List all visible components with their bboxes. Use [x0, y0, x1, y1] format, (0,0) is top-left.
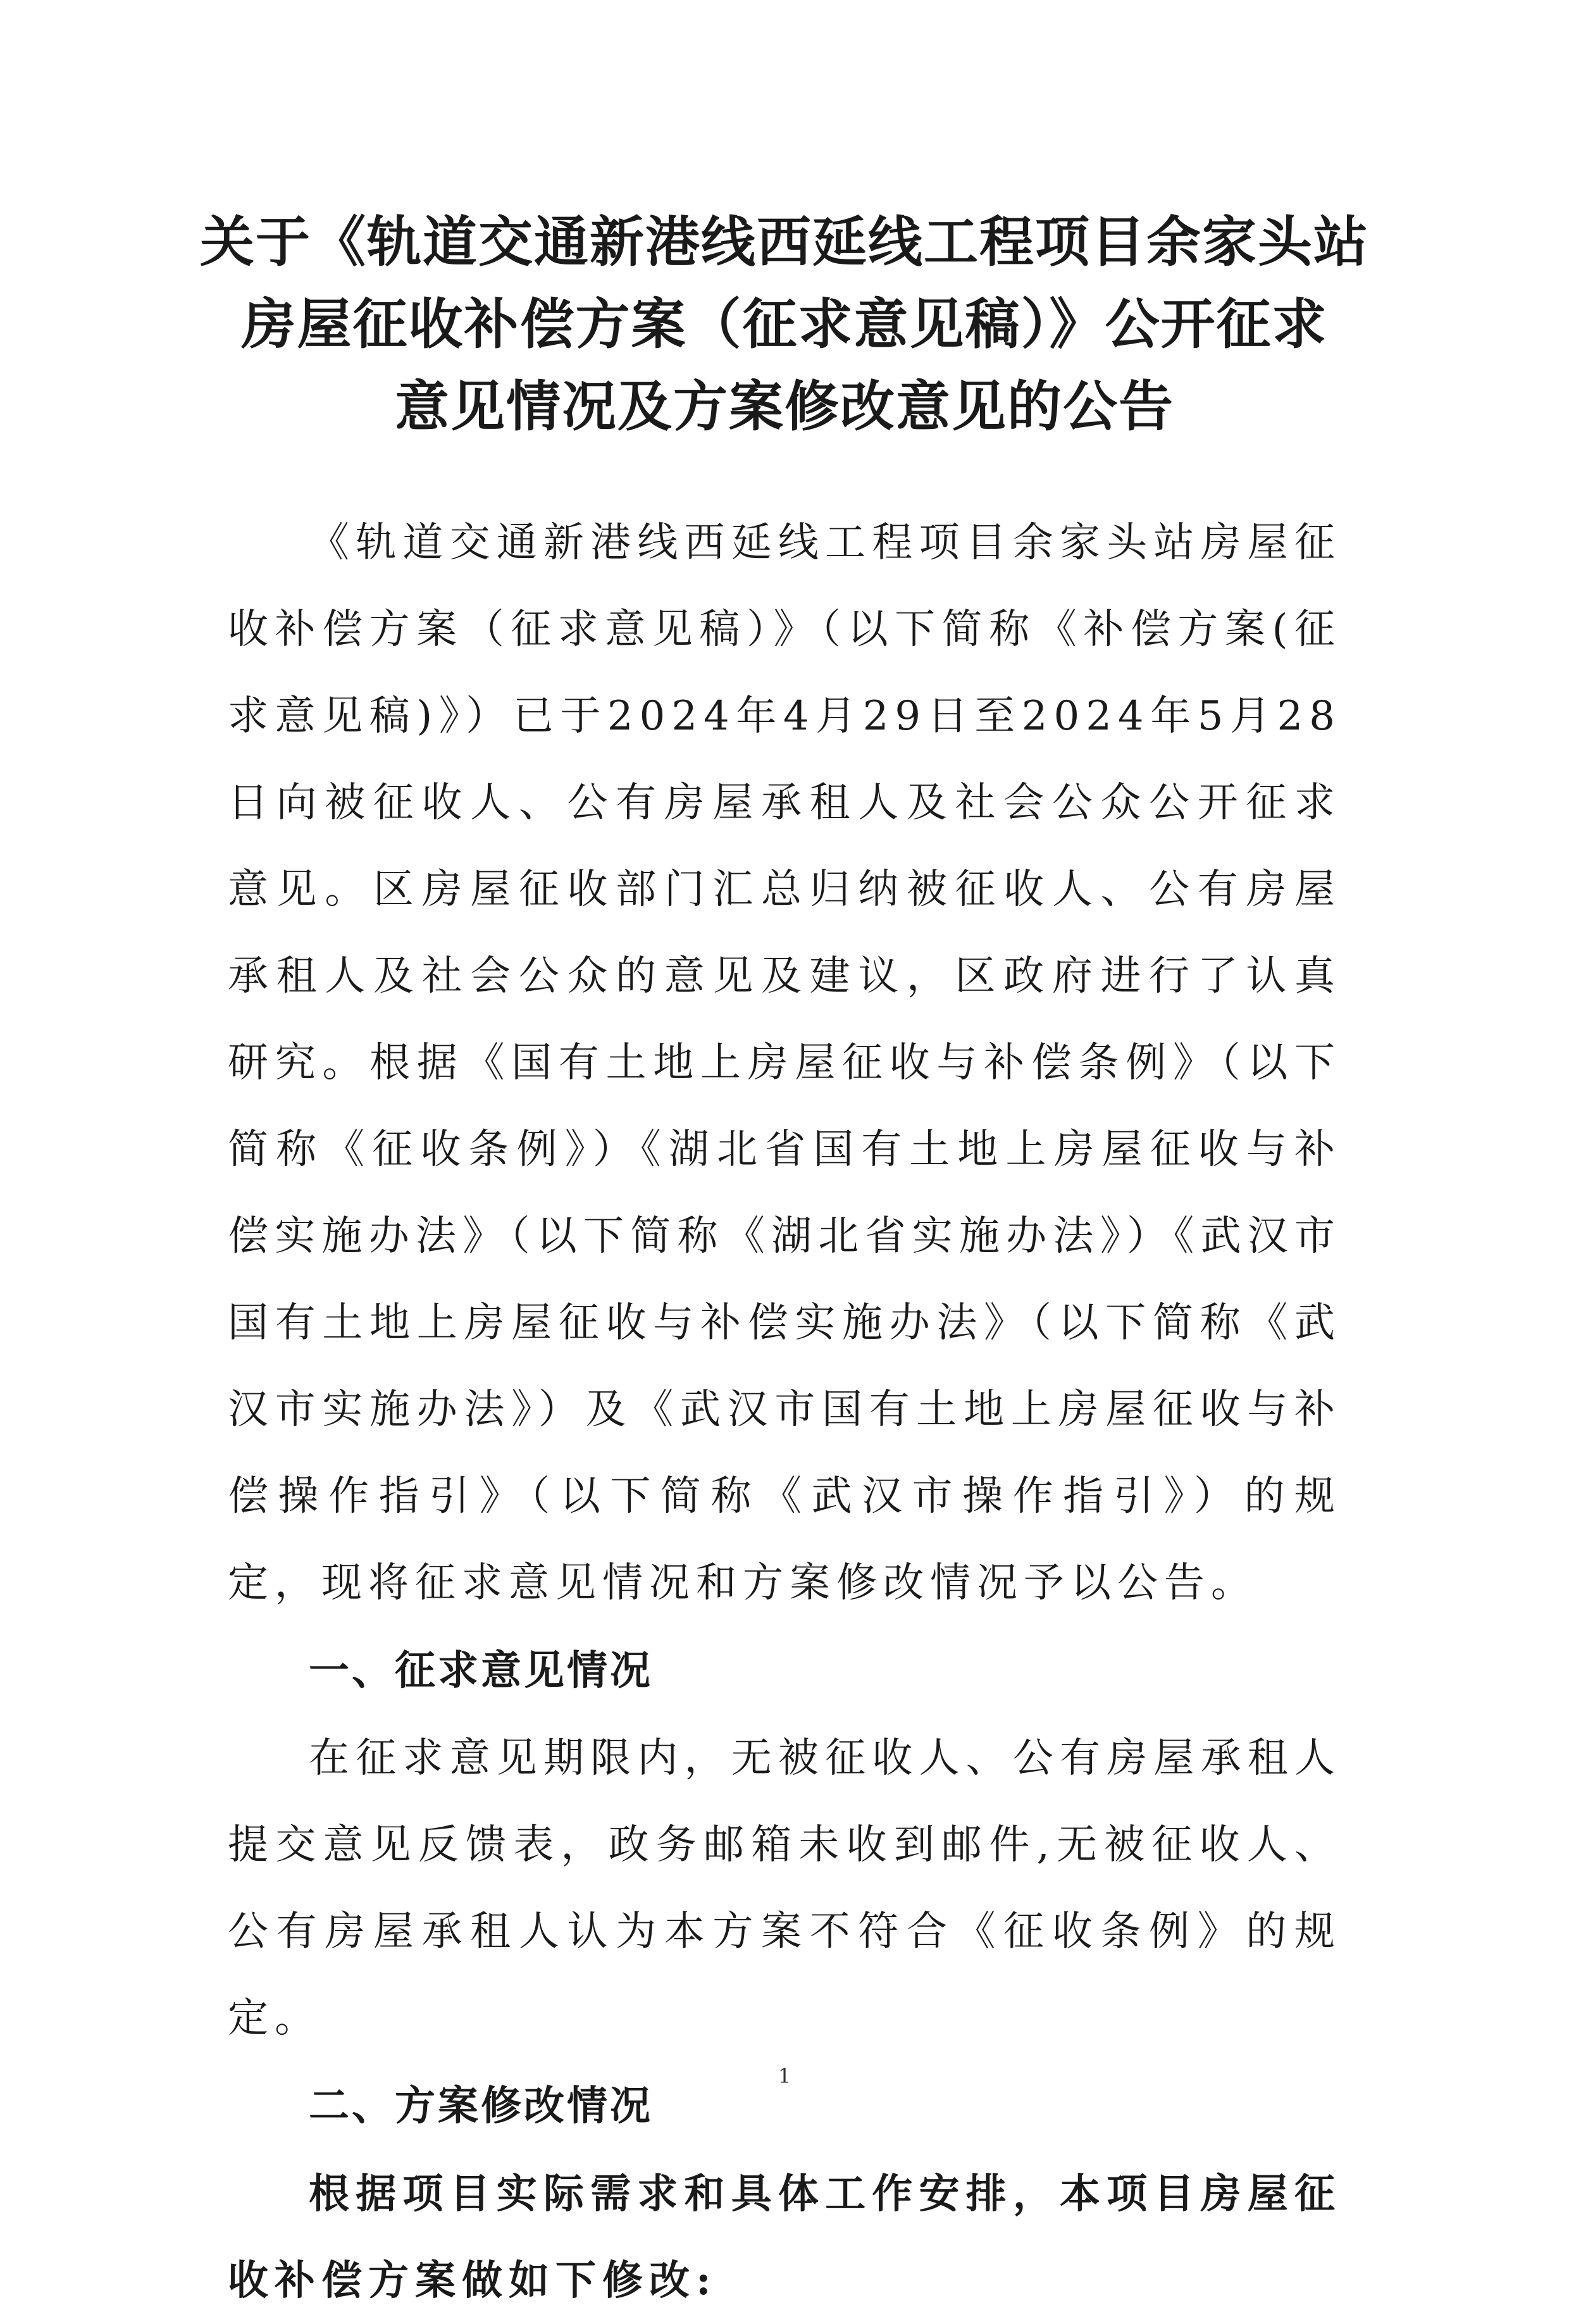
- section-2-heading: 二、方案修改情况: [309, 2083, 653, 2130]
- title-line-2: 房屋征收补偿方案（征求意见稿）》公开征求: [241, 293, 1328, 356]
- section-1-heading: 一、征求意见情况: [309, 1648, 653, 1694]
- intro-paragraph: 《轨道交通新港线西延线工程项目余家头站房屋征收补偿方案（征求意见稿）》（以下简称《补偿方案(征求意见稿)》）已于2024年4月29日至2024年5月28日向被征收人、公有房屋承租人及社会公众公开征求意见。区房屋征收部门汇总归纳被征收人、公有房屋承租人及社会公众的意见及建议，区政府进行了认真研究。根据《国有土地上房屋征收与补偿条例》（以下简称《征收条例》）《湖北省国有土地上房屋征收与补偿实施办法》（以下简称《湖北省实施办法》）《武汉市国有土地上房屋征收与补偿实施办法》（以下简称《武汉市实施办法》）及《武汉市国有土地上房屋征收与补偿操作指引》（以下简称《武汉市操作指引》）的规定，现将征求意见情况和方案修改情况予以公告。: [228, 519, 1341, 1606]
- title-line-3: 意见情况及方案修改意见的公告: [395, 375, 1174, 438]
- section-1-paragraph: 在征求意见期限内，无被征收人、公有房屋承租人提交意见反馈表，政务邮箱未收到邮件,无被征收人、公有房屋承租人认为本方案不符合《征收条例》的规定。: [228, 1735, 1341, 2042]
- document-title: [190, 201, 1379, 448]
- page-number: 1: [778, 2064, 791, 2088]
- title-line-1: 关于《轨道交通新港线西延线工程项目余家头站: [200, 211, 1369, 274]
- document-body: [228, 500, 1341, 2324]
- section-2-paragraph: 根据项目实际需求和具体工作安排，本项目房屋征收补偿方案做如下修改:: [228, 2170, 1341, 2304]
